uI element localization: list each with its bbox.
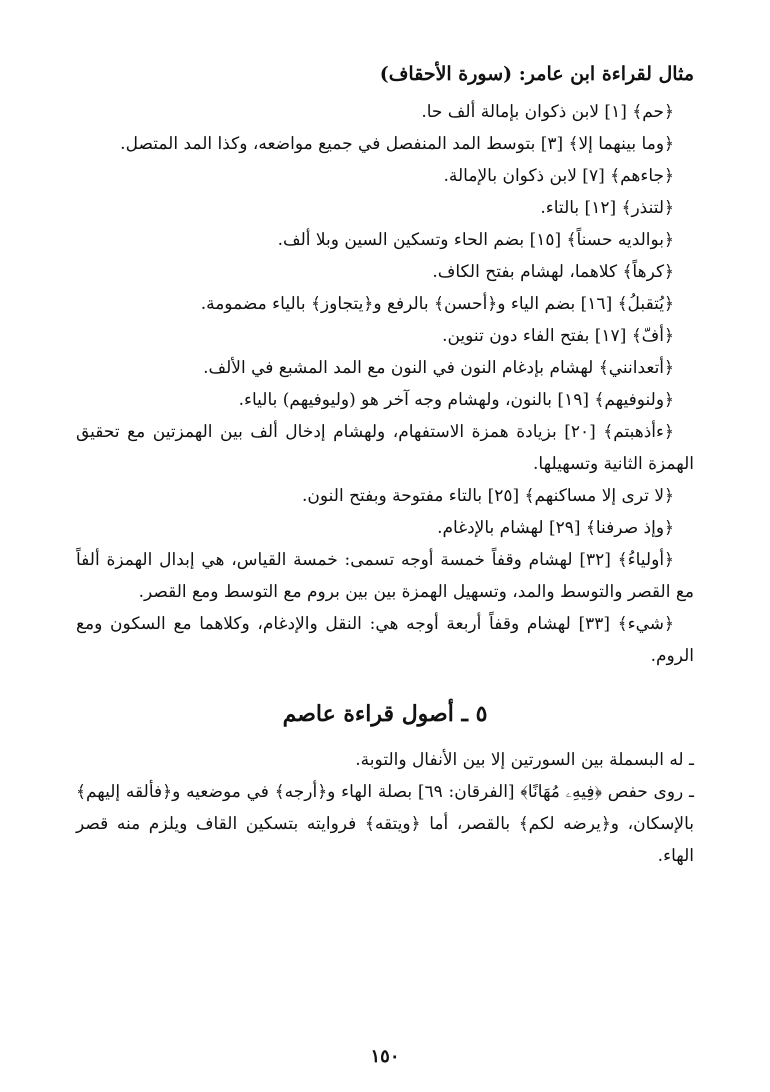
paragraph: ﴿حم﴾ [١] لابن ذكوان بإمالة ألف حا. — [421, 102, 674, 122]
section-paragraph: ـ روى حفص ﴿فِيهِۦ مُهَانًا﴾ [الفرقان: ٦٩] بصلة الهاء و﴿أرجه﴾ في موضعيه و﴿فألقه إليهم﴾ بالإسكان، و﴿يرضه لكم﴾ بالقصر، أما ﴿ويتقه﴾ فروايته بتسكين القاف ويلزم منه قصر الهاء. — [76, 782, 694, 866]
paragraph: ﴿كرهاً﴾ كلاهما، لهشام بفتح الكاف. — [432, 262, 674, 282]
section-title: ٥ ـ أصول قراءة عاصم — [282, 701, 488, 727]
paragraph: ﴿وما بينهما إلا﴾ [٣] بتوسط المد المنفصل في جميع مواضعه، وكذا المد المتصل. — [120, 134, 674, 154]
example-heading: مثال لقراءة ابن عامر: (سورة الأحقاف) — [379, 63, 694, 85]
paragraph: ﴿ولنوفيهم﴾ [١٩] بالنون، ولهشام وجه آخر هو (وليوفيهم) بالياء. — [238, 390, 674, 410]
paragraph: ﴿أتعدانني﴾ لهشام بإدغام النون في النون مع المد المشبع في الألف. — [203, 358, 674, 378]
paragraph: ﴿جاءهم﴾ [٧] لابن ذكوان بالإمالة. — [443, 166, 674, 186]
paragraph: ﴿أولياءُ﴾ [٣٢] لهشام وقفاً خمسة أوجه تسمى: خمسة القياس، هي إبدال الهمزة ألفاً مع القصر والتوسط والمد، وتسهيل الهمزة بين بين بروم مع التوسط ومع القصر. — [76, 550, 694, 602]
paragraph: ﴿ءأذهبتم﴾ [٢٠] بزيادة همزة الاستفهام، ولهشام إدخال ألف بين الهمزتين مع تحقيق الهمزة الثانية وتسهيلها. — [76, 422, 694, 474]
paragraph: ﴿لتنذر﴾ [١٢] بالتاء. — [540, 198, 674, 218]
paragraph: ﴿أفّ﴾ [١٧] بفتح الفاء دون تنوين. — [442, 326, 674, 346]
page-body — [76, 56, 694, 872]
page-number: ١٥٠ — [370, 1046, 400, 1067]
paragraph: ﴿يُتقبلُ﴾ [١٦] بضم الياء و﴿أحسن﴾ بالرفع و﴿يتجاوز﴾ بالياء مضمومة. — [200, 294, 674, 314]
paragraph: ﴿وإذ صرفنا﴾ [٢٩] لهشام بالإدغام. — [437, 518, 674, 538]
paragraph: ﴿شيء﴾ [٣٣] لهشام وقفاً أربعة أوجه هي: النقل والإدغام، وكلاهما مع السكون ومع الروم. — [76, 614, 694, 666]
paragraph: ﴿بوالديه حسناً﴾ [١٥] بضم الحاء وتسكين السين وبلا ألف. — [277, 230, 674, 250]
paragraph: ﴿لا ترى إلا مساكنهم﴾ [٢٥] بالتاء مفتوحة وبفتح النون. — [301, 486, 674, 506]
section-paragraph: ـ له البسملة بين السورتين إلا بين الأنفال والتوبة. — [355, 750, 694, 770]
